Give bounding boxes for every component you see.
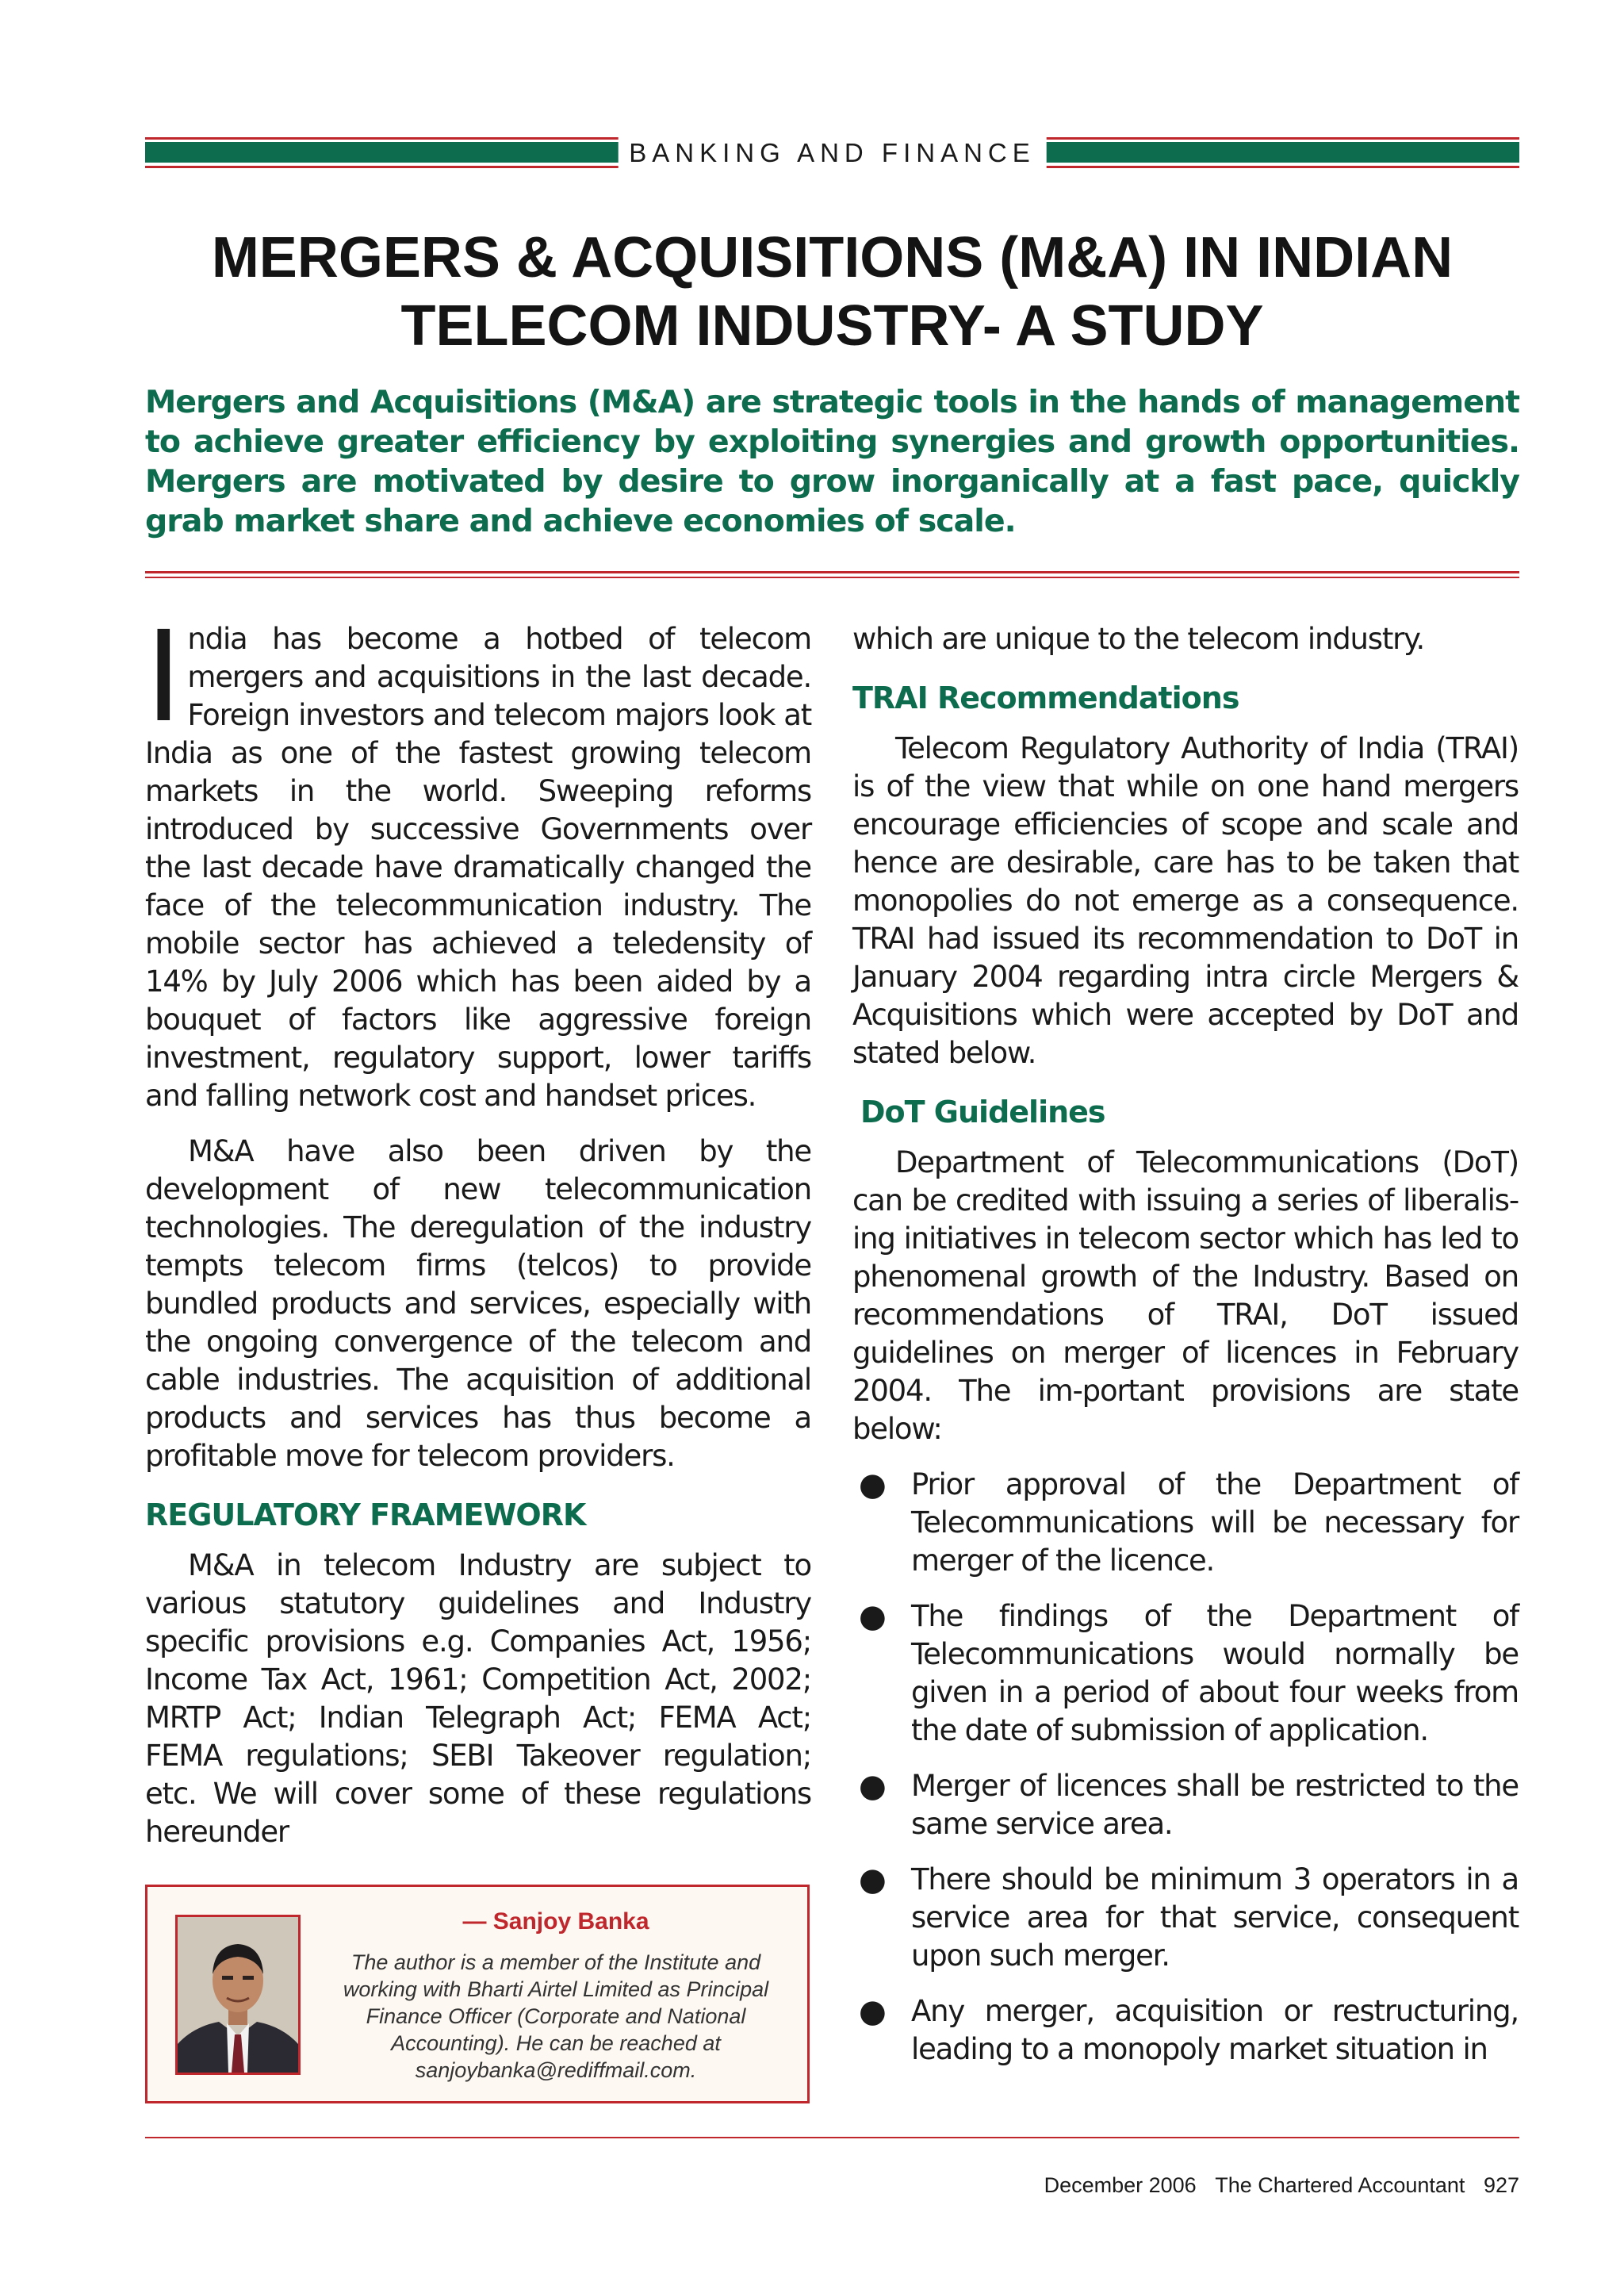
right-column xyxy=(852,620,1519,2086)
body-paragraph: M&A in telecom Industry are subject to various statutory guidelines and Industry specific provisions e.g. Companies Act, 1956; Income Tax Act, 1961; Competition Act, 2002; MRTP Act; Indian Telegraph Act; FEMA Act; FEMA regulations; SEBI Takeover regulation; etc. We will cover some of these regulations hereunder xyxy=(145,1548,811,1849)
list-item xyxy=(852,1767,1519,1843)
list-item xyxy=(852,1466,1519,1580)
page-footer xyxy=(1032,2173,1519,2198)
bullet-icon: ● xyxy=(859,1862,886,1898)
list-item xyxy=(852,1861,1519,1975)
list-item xyxy=(852,1597,1519,1750)
footer-rule xyxy=(145,2137,1519,2138)
section-header-band xyxy=(145,137,1519,171)
author-bio: The author is a member of the Institute and working with Bharti Airtel Limited as Principal Finance Officer (Corporate and National Accounting). He can be reached at sanjoybanka@rediffmail.com. xyxy=(343,1950,769,2082)
footer-page-number: 927 xyxy=(1483,2173,1519,2197)
list-item xyxy=(852,1992,1519,2069)
author-box xyxy=(145,1885,810,2103)
list-item-text: The findings of the Department of Telecommunications would normally be given in a period of about four weeks from the date of submission of application. xyxy=(911,1599,1519,1747)
heading-dot-guidelines: DoT Guidelines xyxy=(860,1095,1105,1129)
list-item-text: Prior approval of the Department of Telecommunications will be necessary for merger of the licence. xyxy=(911,1467,1519,1578)
heading-trai-recommendations: TRAI Recommendations xyxy=(852,681,1239,715)
guidelines-list xyxy=(852,1466,1519,2069)
article-title xyxy=(145,224,1519,360)
intro-text: ndia has become a hotbed of telecom mergers and acquisitions in the last decade. Foreign investors and telecom majors look at India as one of the fastest growing telecom markets in the world. Sweeping reforms introduced by successive Governments over the last decade have dramatically changed the face of the telecommunication industry. The mobile sector has achieved a teledensity of 14% by July 2006 which has been aided by a bouquet of factors like aggressive foreign investment, regulatory support, lower tariffs and falling network cost and handset prices. xyxy=(145,622,811,1113)
article-title-line-2: TELECOM INDUSTRY- A STUDY xyxy=(400,294,1264,358)
continued-paragraph: which are unique to the telecom industry. xyxy=(852,622,1425,656)
article-title-line-1: MERGERS & ACQUISITIONS (M&A) IN INDIAN xyxy=(211,226,1454,290)
section-label: BANKING AND FINANCE xyxy=(618,137,1047,168)
author-name: — Sanjoy Banka xyxy=(462,1908,649,1935)
deck-rule-top xyxy=(145,571,1519,573)
bullet-icon: ● xyxy=(859,1993,886,2030)
article-deck: Mergers and Acquisitions (M&A) are strategic tools in the hands of management to achieve greater efficiency by exploiting synergies and growth opportunities. Mergers are motivated by desire to grow inorganically at a fast pace, quickly grab market share and achieve economies of scale. xyxy=(145,384,1519,539)
bullet-icon: ● xyxy=(859,1598,886,1635)
footer-date: December 2006 xyxy=(1044,2173,1197,2197)
intro-paragraph xyxy=(145,604,811,1115)
list-item-text: Merger of licences shall be restricted to the same service area. xyxy=(911,1769,1519,1841)
deck-rule-bottom xyxy=(145,577,1519,578)
body-paragraph: M&A have also been driven by the development of new telecommunication technologies. The deregulation of the industry tempts telecom firms (telcos) to provide bundled products and services, especially with the ongoing convergence of the telecom and cable industries. The acquisition of additional products and services has thus become a profitable move for telecom providers. xyxy=(145,1134,811,1473)
bullet-icon: ● xyxy=(859,1768,886,1804)
list-item-text: There should be minimum 3 operators in a service area for that service, consequent upon such merger. xyxy=(911,1862,1519,1973)
drop-cap: I xyxy=(145,604,182,750)
author-photo xyxy=(175,1915,301,2075)
bullet-icon: ● xyxy=(859,1467,886,1503)
list-item-text: Any merger, acquisition or restructuring, leading to a monopoly market situation in xyxy=(911,1994,1519,2066)
footer-publication: The Chartered Accountant xyxy=(1215,2173,1465,2197)
left-column xyxy=(145,604,811,1869)
author-portrait-icon xyxy=(178,1917,298,2073)
body-paragraph: Telecom Regulatory Authority of India (TRAI) is of the view that while on one hand mergers encourage efficiencies of scope and scale and hence are desirable, care has to be taken that monopolies do not emerge as a consequence. TRAI had issued its recommendation to DoT in January 2004 regarding intra circle Mergers & Acquisitions which were accepted by DoT and stated below. xyxy=(852,731,1519,1070)
body-paragraph: Department of Telecommunications (DoT) can be credited with issuing a series of liberalis-ing initiatives in telecom sector which has led to phenomenal growth of the Industry. Based on recommendations of TRAI, DoT issued guidelines on merger of licences in February 2004. The im-portant provisions are state below: xyxy=(852,1145,1519,1446)
heading-regulatory-framework: REGULATORY FRAMEWORK xyxy=(145,1497,586,1532)
